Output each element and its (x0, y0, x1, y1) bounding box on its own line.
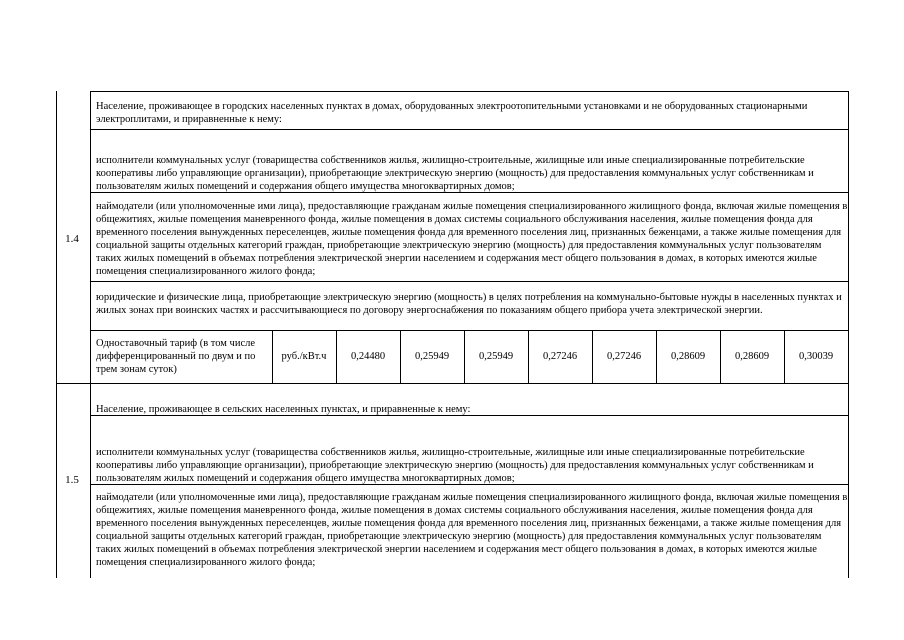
tariff-value: 0,25949 (414, 351, 450, 362)
table-border (90, 91, 91, 578)
table-border (56, 91, 57, 578)
table-border (720, 330, 721, 383)
section-heading: Население, проживающее в сельских населенных пунктах, и приравненные к нему: (96, 404, 471, 415)
table-border (528, 330, 529, 383)
list-item: исполнители коммунальных услуг (товарищества собственников жилья, жилищно-строительные, жилищные или иные специализированные потребительские кооперативы либо управляющие организации), приобретающие электрическую энергию (мощность) для предоставления коммунальных услуг собственникам и пользователям жилых помещений и содержания общего имущества многоквартирных домов; (96, 155, 814, 192)
tariff-unit: руб./кВт.ч (281, 351, 327, 362)
list-item: исполнители коммунальных услуг (товарищества собственников жилья, жилищно-строительные, жилищные или иные специализированные потребительские кооперативы либо управляющие организации), приобретающие электрическую энергию (мощность) для предоставления коммунальных услуг собственникам и пользователям жилых помещений и содержания общего имущества многоквартирных домов; (96, 447, 814, 484)
table-border (656, 330, 657, 383)
table-border (784, 330, 785, 383)
tariff-value: 0,24480 (350, 351, 386, 362)
list-item: наймодатели (или уполномоченные ими лица), предоставляющие гражданам жилые помещения специализированного жилищного фонда, включая жилые помещения в общежитиях, жилые помещения маневренного фонда, жилые помещения в домах системы социального обслуживания населения, жилые помещения фонда для временного поселения вынужденных переселенцев, жилые помещения фонда для временного поселения лиц, признанных беженцами, а также жилые помещения для социальной защиты отдельных категорий граждан, приобретающие электрическую энергию (мощность) для предоставления коммунальных услуг пользователям таких жилых помещений в объемах потребления электрической энергии населением и содержания мест общего пользования в домах, в которых имеются жилые помещения специализированного жилого фонда; (96, 492, 848, 568)
table-border (90, 415, 848, 416)
tariff-value: 0,25949 (478, 351, 514, 362)
table-border (90, 91, 848, 92)
tariff-label: Одноставочный тариф (в том числе дифференцированный по двум и по трем зонам суток) (96, 338, 256, 375)
tariff-value: 0,27246 (606, 351, 642, 362)
row-number: 1.5 (65, 474, 79, 486)
row-number: 1.4 (65, 233, 79, 245)
tariff-value: 0,28609 (734, 351, 770, 362)
table-border (90, 192, 848, 193)
tariff-value: 0,27246 (542, 351, 578, 362)
table-border (336, 330, 337, 383)
tariff-value: 0,30039 (798, 351, 834, 362)
table-border (90, 484, 848, 485)
table-border (592, 330, 593, 383)
table-border (56, 383, 848, 384)
table-border (90, 330, 848, 331)
list-item: юридические и физические лица, приобретающие электрическую энергию (мощность) в целях потребления на коммунально-бытовые нужды в населенных пунктах и жилых зонах при воинских частях и рассчитывающиеся по договору энергоснабжения по показаниям общего прибора учета электрической энергии. (96, 292, 842, 316)
table-border (464, 330, 465, 383)
section-heading: Население, проживающее в городских населенных пунктах в домах, оборудованных электроотопительными установками и не оборудованных стационарными электроплитами, и приравненные к нему: (96, 101, 808, 125)
table-border (272, 330, 273, 383)
table-border (848, 91, 849, 578)
table-border (400, 330, 401, 383)
list-item: наймодатели (или уполномоченные ими лица), предоставляющие гражданам жилые помещения специализированного жилищного фонда, включая жилые помещения в общежитиях, жилые помещения маневренного фонда, жилые помещения в домах системы социального обслуживания населения, жилые помещения фонда для временного поселения вынужденных переселенцев, жилые помещения фонда для временного поселения лиц, признанных беженцами, а также жилые помещения для социальной защиты отдельных категорий граждан, приобретающие электрическую энергию (мощность) для предоставления коммунальных услуг пользователям таких жилых помещений в объемах потребления электрической энергии населением и содержания мест общего пользования в домах, в которых имеются жилые помещения специализированного жилого фонда; (96, 201, 848, 277)
table-border (90, 281, 848, 282)
table-border (90, 129, 848, 130)
tariff-value: 0,28609 (670, 351, 706, 362)
